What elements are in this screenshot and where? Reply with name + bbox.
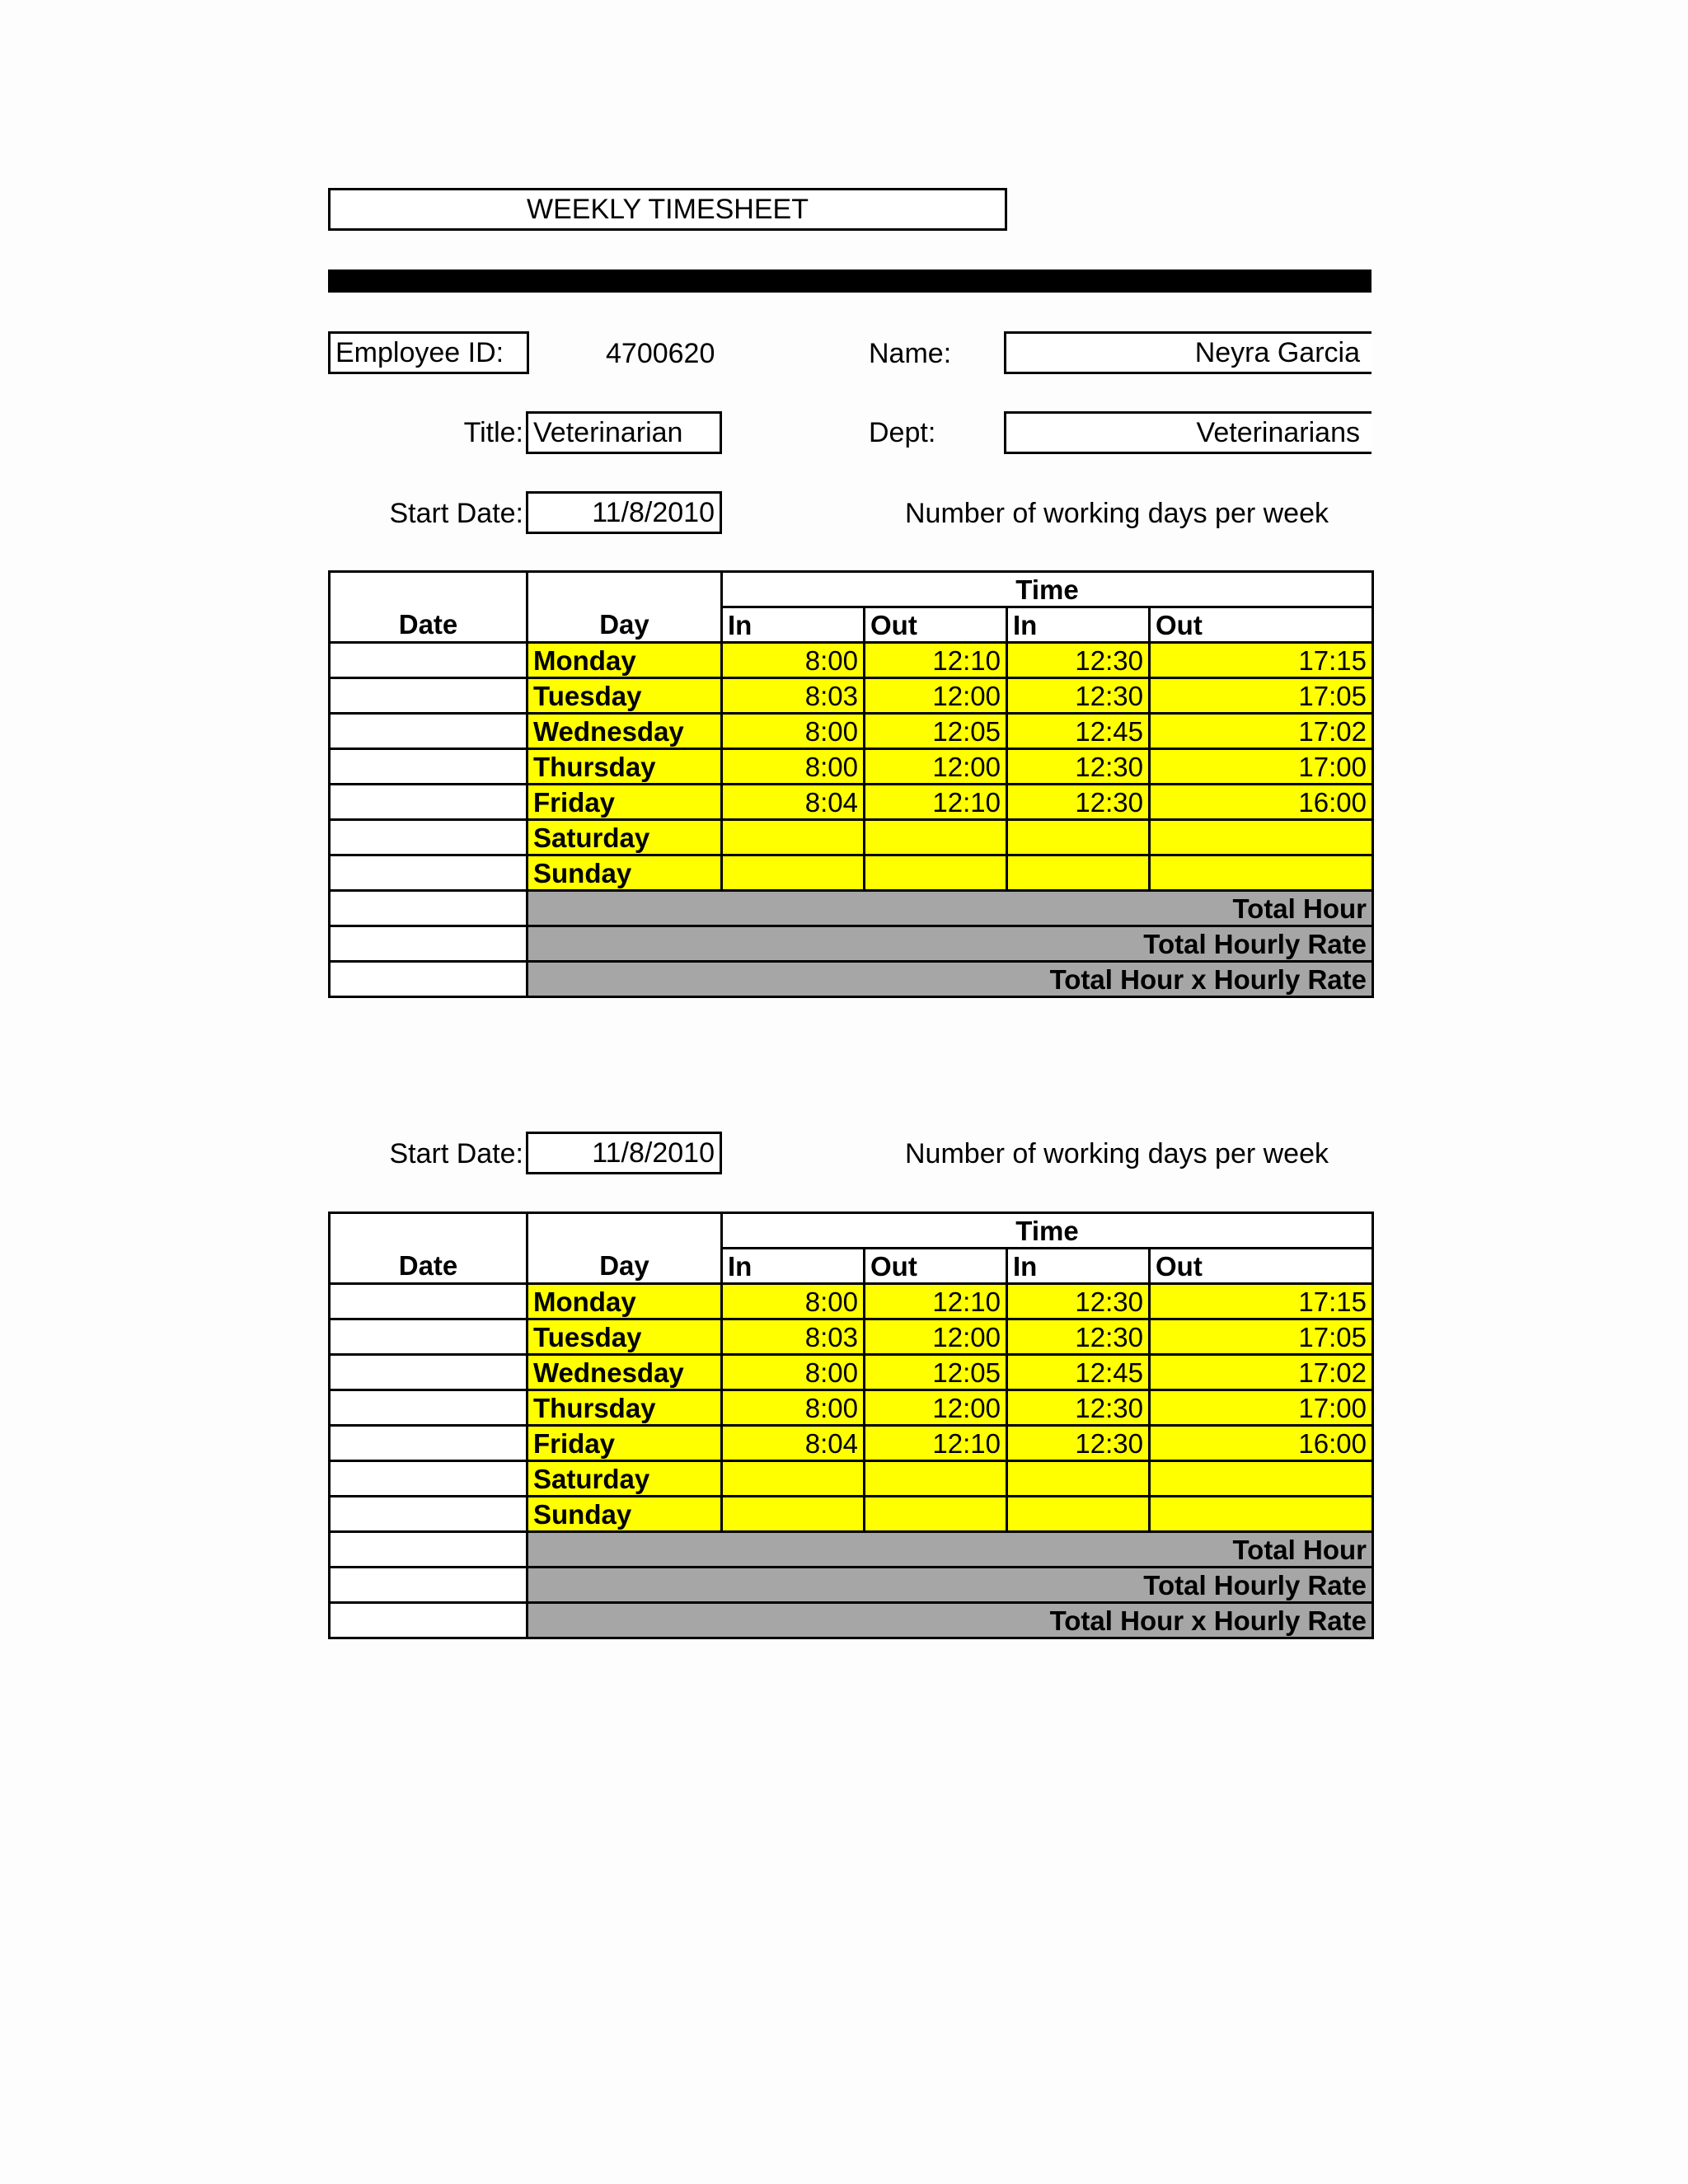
out-header: Out — [1150, 1249, 1373, 1284]
day-header: Day — [528, 1213, 722, 1284]
table-row — [330, 855, 1373, 891]
time-in-cell[interactable] — [1007, 1497, 1150, 1532]
time-out-cell[interactable]: 12:00 — [865, 749, 1007, 785]
total-row — [330, 891, 1373, 926]
time-in-cell[interactable]: 12:30 — [1007, 785, 1150, 820]
time-out-cell[interactable]: 12:10 — [865, 785, 1007, 820]
time-out-cell[interactable] — [1150, 820, 1373, 855]
date-header: Date — [330, 572, 528, 643]
time-in-cell[interactable]: 12:30 — [1007, 678, 1150, 714]
time-out-cell[interactable]: 17:15 — [1150, 1284, 1373, 1319]
in-header: In — [722, 1249, 865, 1284]
time-out-cell[interactable]: 17:02 — [1150, 1355, 1373, 1390]
employee-id-value[interactable]: 4700620 — [606, 338, 715, 369]
total-row — [330, 926, 1373, 962]
total-pay-label: Total Hour x Hourly Rate — [528, 962, 1373, 997]
time-in-cell[interactable] — [722, 855, 865, 891]
day-cell: Wednesday — [528, 1355, 722, 1390]
name-field[interactable]: Neyra Garcia — [1004, 331, 1372, 374]
total-pay-label: Total Hour x Hourly Rate — [528, 1603, 1373, 1638]
table-row — [330, 1497, 1373, 1532]
out-header: Out — [865, 1249, 1007, 1284]
time-in-cell[interactable]: 8:00 — [722, 749, 865, 785]
timesheet-table-week-2 — [328, 1212, 1374, 1639]
time-in-cell[interactable]: 12:30 — [1007, 749, 1150, 785]
time-out-cell[interactable]: 12:05 — [865, 714, 1007, 749]
out-header: Out — [865, 607, 1007, 643]
start-date-label: Start Date: — [389, 1138, 523, 1169]
time-in-cell[interactable] — [722, 1461, 865, 1497]
time-out-cell[interactable] — [865, 855, 1007, 891]
date-cell[interactable] — [330, 749, 528, 785]
working-days-label: Number of working days per week — [905, 498, 1329, 529]
working-days-label: Number of working days per week — [905, 1138, 1329, 1169]
dept-field[interactable]: Veterinarians — [1004, 411, 1372, 454]
table-row — [330, 1319, 1373, 1355]
time-header: Time — [722, 572, 1373, 607]
table-row — [330, 785, 1373, 820]
time-in-cell[interactable]: 8:04 — [722, 1426, 865, 1461]
day-cell: Thursday — [528, 1390, 722, 1426]
total-row — [330, 1603, 1373, 1638]
day-header: Day — [528, 572, 722, 643]
total-value-cell[interactable] — [330, 962, 528, 997]
job-title-label: Title: — [463, 417, 523, 448]
day-cell: Wednesday — [528, 714, 722, 749]
day-cell: Monday — [528, 643, 722, 678]
total-hour-label: Total Hour — [528, 891, 1373, 926]
date-cell[interactable] — [330, 643, 528, 678]
time-in-cell[interactable]: 8:00 — [722, 1355, 865, 1390]
date-cell[interactable] — [330, 1355, 528, 1390]
table-row — [330, 714, 1373, 749]
table-row — [330, 1426, 1373, 1461]
time-out-cell[interactable] — [865, 820, 1007, 855]
day-cell: Saturday — [528, 1461, 722, 1497]
time-in-cell[interactable]: 12:30 — [1007, 643, 1150, 678]
time-in-cell[interactable]: 12:45 — [1007, 714, 1150, 749]
total-row — [330, 1568, 1373, 1603]
date-cell[interactable] — [330, 1284, 528, 1319]
out-header: Out — [1150, 607, 1373, 643]
time-out-cell[interactable]: 12:00 — [865, 1319, 1007, 1355]
time-in-cell[interactable]: 12:45 — [1007, 1355, 1150, 1390]
date-cell[interactable] — [330, 1319, 528, 1355]
day-cell: Sunday — [528, 855, 722, 891]
time-in-cell[interactable]: 12:30 — [1007, 1319, 1150, 1355]
timesheet-table-week-1 — [328, 570, 1374, 998]
total-value-cell[interactable] — [330, 1568, 528, 1603]
name-label: Name: — [869, 338, 952, 369]
time-out-cell[interactable]: 16:00 — [1150, 785, 1373, 820]
table-row — [330, 1355, 1373, 1390]
time-out-cell[interactable]: 12:10 — [865, 643, 1007, 678]
total-value-cell[interactable] — [330, 891, 528, 926]
time-out-cell[interactable]: 17:05 — [1150, 678, 1373, 714]
time-out-cell[interactable] — [1150, 855, 1373, 891]
table-row — [330, 643, 1373, 678]
time-out-cell[interactable]: 12:00 — [865, 1390, 1007, 1426]
time-out-cell[interactable]: 17:15 — [1150, 643, 1373, 678]
time-out-cell[interactable] — [1150, 1497, 1373, 1532]
start-date-field[interactable]: 11/8/2010 — [526, 1132, 722, 1174]
day-cell: Monday — [528, 1284, 722, 1319]
date-cell[interactable] — [330, 1497, 528, 1532]
total-row — [330, 1532, 1373, 1568]
time-in-cell[interactable] — [722, 820, 865, 855]
table-row — [330, 1284, 1373, 1319]
time-out-cell[interactable]: 12:10 — [865, 1284, 1007, 1319]
header-divider-bar — [328, 269, 1372, 293]
total-value-cell[interactable] — [330, 1532, 528, 1568]
time-in-cell[interactable]: 8:03 — [722, 1319, 865, 1355]
in-header: In — [1007, 607, 1150, 643]
time-in-cell[interactable]: 12:30 — [1007, 1284, 1150, 1319]
time-out-cell[interactable]: 17:00 — [1150, 1390, 1373, 1426]
time-out-cell[interactable]: 16:00 — [1150, 1426, 1373, 1461]
table-row — [330, 749, 1373, 785]
time-in-cell[interactable]: 8:00 — [722, 643, 865, 678]
total-hour-label: Total Hour — [528, 1532, 1373, 1568]
date-cell[interactable] — [330, 1426, 528, 1461]
date-cell[interactable] — [330, 855, 528, 891]
time-out-cell[interactable]: 12:00 — [865, 678, 1007, 714]
date-cell[interactable] — [330, 678, 528, 714]
time-in-cell[interactable] — [722, 1497, 865, 1532]
total-value-cell[interactable] — [330, 926, 528, 962]
time-in-cell[interactable]: 8:03 — [722, 678, 865, 714]
start-date-field[interactable]: 11/8/2010 — [526, 491, 722, 534]
time-out-cell[interactable] — [865, 1461, 1007, 1497]
job-title-field[interactable]: Veterinarian — [526, 411, 722, 454]
table-row — [330, 678, 1373, 714]
date-cell[interactable] — [330, 820, 528, 855]
total-value-cell[interactable] — [330, 1603, 528, 1638]
dept-label: Dept: — [869, 417, 936, 448]
date-cell[interactable] — [330, 714, 528, 749]
date-cell[interactable] — [330, 785, 528, 820]
time-in-cell[interactable]: 12:30 — [1007, 1390, 1150, 1426]
day-cell: Friday — [528, 785, 722, 820]
time-out-cell[interactable]: 17:05 — [1150, 1319, 1373, 1355]
total-row — [330, 962, 1373, 997]
time-in-cell[interactable] — [1007, 855, 1150, 891]
time-out-cell[interactable] — [1150, 1461, 1373, 1497]
time-out-cell[interactable]: 12:10 — [865, 1426, 1007, 1461]
start-date-label: Start Date: — [389, 498, 523, 529]
day-cell: Tuesday — [528, 678, 722, 714]
time-out-cell[interactable] — [865, 1497, 1007, 1532]
total-hourly-rate-label: Total Hourly Rate — [528, 926, 1373, 962]
time-in-cell[interactable]: 8:00 — [722, 714, 865, 749]
time-in-cell[interactable]: 12:30 — [1007, 1426, 1150, 1461]
in-header: In — [722, 607, 865, 643]
day-cell: Friday — [528, 1426, 722, 1461]
date-header: Date — [330, 1213, 528, 1284]
time-in-cell[interactable] — [1007, 820, 1150, 855]
time-in-cell[interactable]: 8:00 — [722, 1284, 865, 1319]
total-hourly-rate-label: Total Hourly Rate — [528, 1568, 1373, 1603]
time-header: Time — [722, 1213, 1373, 1249]
time-out-cell[interactable]: 12:05 — [865, 1355, 1007, 1390]
date-cell[interactable] — [330, 1390, 528, 1426]
time-in-cell[interactable]: 8:04 — [722, 785, 865, 820]
table-row — [330, 1390, 1373, 1426]
table-row — [330, 1461, 1373, 1497]
in-header: In — [1007, 1249, 1150, 1284]
day-cell: Sunday — [528, 1497, 722, 1532]
date-cell[interactable] — [330, 1461, 528, 1497]
day-cell: Thursday — [528, 749, 722, 785]
table-row — [330, 820, 1373, 855]
employee-id-label: Employee ID: — [328, 331, 529, 374]
day-cell: Saturday — [528, 820, 722, 855]
day-cell: Tuesday — [528, 1319, 722, 1355]
timesheet-title: WEEKLY TIMESHEET — [328, 188, 1007, 231]
time-in-cell[interactable] — [1007, 1461, 1150, 1497]
time-in-cell[interactable]: 8:00 — [722, 1390, 865, 1426]
time-out-cell[interactable]: 17:00 — [1150, 749, 1373, 785]
time-out-cell[interactable]: 17:02 — [1150, 714, 1373, 749]
